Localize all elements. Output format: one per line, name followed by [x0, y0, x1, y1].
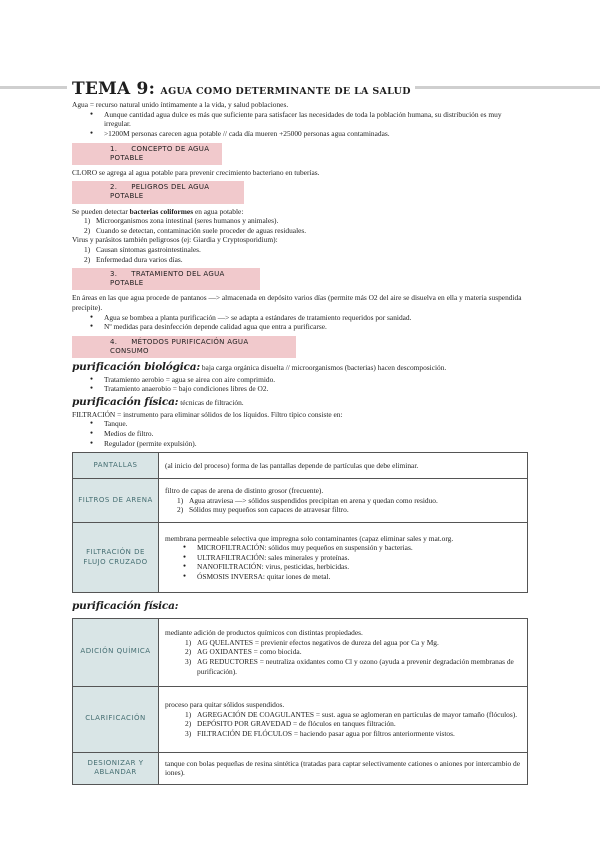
adicion-list [165, 638, 521, 677]
list-item [84, 216, 530, 226]
table-row [73, 523, 528, 593]
adicion-text: mediante adición de productos químicos con distintas propiedades. [165, 628, 363, 638]
section-4-heading [72, 336, 296, 358]
item-number: 1) [84, 216, 91, 226]
list-item [185, 719, 521, 729]
filtracion-text: FILTRACIÓN = instrumento para eliminar sólidos de los líquidos. Filtro típico consiste en: [72, 409, 343, 419]
section-3-title: TRATAMIENTO DEL AGUA POTABLE [110, 270, 225, 288]
section-3-text: En áreas en las que agua procede de pantanos —> almacenada en depósito varios días (permite más O2 del aire se disuelva en ella y materia suspendida precipite). [72, 293, 522, 313]
adicion-label: ADICIÓN QUÍMICA [73, 618, 159, 686]
coliformes-post: en agua potable: [193, 206, 244, 216]
section-1-number: 1. [110, 144, 118, 153]
filtros-label: FILTROS DE ARENA [73, 479, 159, 523]
item-text: Enfermedad dura varios días. [96, 254, 183, 264]
item-number: 2) [84, 225, 91, 235]
list-item [84, 226, 530, 236]
item-number: 2) [84, 254, 91, 264]
item-text: Sólidos muy pequeños son capaces de atravesar filtro. [189, 505, 349, 515]
bio-label: purificación biológica: [72, 361, 201, 374]
list-item [185, 638, 521, 648]
item-number: 1) [84, 245, 91, 254]
clarificacion-list [165, 710, 521, 739]
item-text: Microorganismos zona intestinal (seres humanos y animales). [96, 216, 279, 226]
bio-text: baja carga orgánica disuelta // microorganismos (bacterias) hacen descomposición. [200, 363, 447, 373]
filtro-bullets [72, 419, 530, 448]
pantallas-text: (al inicio del proceso) forma de las pantallas depende de partículas que debe eliminar. [159, 453, 528, 479]
item-text: Agua atraviesa —> sólidos suspendidos precipitan en arena y quedan como residuo. [189, 495, 438, 505]
table-row [73, 618, 528, 686]
item-text: Cuando se detectan, contaminación suele proceder de aguas residuales. [96, 225, 307, 235]
desionizar-label: DESIONIZAR Y ABLANDAR [73, 752, 159, 784]
fis-text: técnicas de filtración. [178, 398, 244, 408]
item-number: 3) [185, 728, 192, 738]
intro-bullet-2: ● >1200M personas carecen agua potable // cada día mueren +25000 personas agua contaminadas. [90, 129, 530, 139]
pantallas-label: PANTALLAS [73, 453, 159, 479]
cruzado-cell [159, 523, 528, 593]
desionizar-text: tanque con bolas pequeñas de resina sintética (tratadas para captar selectivamente cationes o aniones por intercambio de iones). [159, 752, 528, 784]
table-row [73, 479, 528, 523]
item-number: 1) [177, 495, 184, 505]
list-item: ● Regulador (permite expulsión). [90, 439, 530, 449]
fis-label: purificación física: [72, 396, 179, 409]
section-1-title: CONCEPTO DE AGUA POTABLE [110, 144, 210, 162]
cruzado-bullets [165, 543, 521, 582]
clarificacion-cell [159, 686, 528, 752]
cruzado-text: membrana permeable selectiva que impregna solo contaminantes (capaz eliminar sales y mat.org. [165, 533, 454, 543]
list-item: ● Nº medidas para desinfección depende calidad agua que entra a purificarse. [90, 322, 530, 332]
item-number: 2) [185, 719, 192, 729]
virus-list [72, 245, 530, 264]
item-text: AGREGACIÓN DE COAGULANTES = sust. agua se aglomeran en partículas de mayor tamaño (flóculos). [197, 709, 518, 719]
list-item: ● Medios de filtro. [90, 429, 530, 439]
title-main: TEMA 9: [72, 79, 156, 99]
clarificacion-label: CLARIFICACIÓN [73, 686, 159, 752]
list-item: ● Agua se bombea a planta purificación —> se adapta a estándares de tratamiento requeridos por sanidad. [90, 313, 530, 323]
intro-bullets [72, 110, 530, 139]
table-row [73, 752, 528, 784]
section-3-heading [72, 268, 260, 290]
section-2-title: PELIGROS DEL AGUA POTABLE [110, 183, 210, 201]
list-item: ● ÓSMOSIS INVERSA: quitar iones de metal. [183, 572, 521, 582]
list-item [177, 496, 521, 506]
bio-paragraph [72, 361, 530, 375]
section-3-bullets [72, 313, 530, 332]
list-item: ● MICROFILTRACIÓN: sólidos muy pequeños en suspensión y bacterias. [183, 543, 521, 553]
item-text: AG QUELANTES = previenir efectos negativos de dureza del agua por Ca y Mg. [197, 637, 439, 647]
section-1-text: CLORO se agrega al agua potable para prevenir crecimiento bacteriano en tuberías. [72, 167, 320, 177]
coliformes-bold: bacterias coliformes [129, 206, 194, 216]
list-item [84, 245, 530, 255]
virus-text: Virus y parásitos también peligrosos (ej: Giardia y Cryptosporidium): [72, 235, 278, 245]
item-text: Causan síntomas gastrointestinales. [96, 245, 201, 254]
fis2-paragraph [72, 600, 530, 614]
list-item: ● Tanque. [90, 419, 530, 429]
section-2-heading [72, 181, 244, 203]
list-item: ● ULTRAFILTRACIÓN: sales minerales y proteínas. [183, 553, 521, 563]
filtros-text: filtro de capas de arena de distinto grosor (frecuente). [165, 486, 324, 496]
coliformes-text [72, 207, 530, 217]
section-2-number: 2. [110, 183, 118, 192]
item-number: 2) [185, 647, 192, 657]
bio-bullets [72, 375, 530, 394]
item-text: FILTRACIÓN DE FLÓCULOS = haciendo pasar agua por filtros anteriormente vistos. [197, 728, 455, 738]
list-item [84, 255, 530, 265]
adicion-cell [159, 618, 528, 686]
list-item: ● NANOFILTRACIÓN: virus, pesticidas, herbicidas. [183, 562, 521, 572]
coliformes-list [72, 216, 530, 235]
item-text: AG REDUCTORES = neutraliza oxidantes como Cl y ozono (ayuda a prevenir degradación membranas de purificación). [197, 657, 514, 676]
title-row [0, 78, 600, 98]
list-item [185, 710, 521, 720]
item-number: 2) [177, 505, 184, 515]
chemical-table [72, 618, 528, 785]
fis-paragraph [72, 396, 530, 410]
list-item [177, 505, 521, 515]
section-4-number: 4. [110, 337, 118, 346]
title-rule-right [415, 86, 600, 89]
title-sub: AGUA COMO DETERMINANTE DE LA SALUD [160, 86, 411, 97]
list-item [185, 729, 521, 739]
page-title [72, 78, 411, 100]
item-number: 1) [185, 637, 192, 647]
cruzado-label: FILTRACIÓN DE FLUJO CRUZADO [73, 523, 159, 593]
list-item: ● Tratamiento anaerobio = bajo condiciones libres de O2. [90, 384, 530, 394]
item-number: 1) [185, 709, 192, 719]
content [72, 100, 530, 785]
item-number: 3) [185, 657, 192, 667]
list-item [185, 657, 521, 676]
section-4-title: MÉTODOS PURIFICACIÓN AGUA CONSUMO [110, 337, 249, 356]
clarificacion-text: proceso para quitar sólidos suspendidos. [165, 700, 285, 710]
table-row [73, 453, 528, 479]
title-rule-left [0, 86, 67, 89]
list-item [185, 647, 521, 657]
intro-text: Agua = recurso natural unido íntimamente a la vida, y salud poblaciones. [72, 100, 289, 109]
filtros-list [165, 496, 521, 515]
section-1-heading [72, 143, 222, 165]
table-row [73, 686, 528, 752]
list-item: ● Tratamiento aerobio = agua se airea con aire comprimido. [90, 375, 530, 385]
item-text: AG OXIDANTES = como biocida. [197, 647, 302, 657]
item-text: DEPÓSITO POR GRAVEDAD = de flóculos en tanques filtración. [197, 719, 396, 729]
fis2-label: purificación física: [72, 600, 179, 613]
intro-bullet-1: ● Aunque cantidad agua dulce es más que suficiente para satisfacer las necesidades de toda la población humana, su distribución es muy irregular. [90, 110, 530, 129]
section-3-number: 3. [110, 270, 118, 279]
coliformes-pre: Se pueden detectar [72, 206, 130, 216]
filtros-cell [159, 479, 528, 523]
filtration-table [72, 452, 528, 593]
